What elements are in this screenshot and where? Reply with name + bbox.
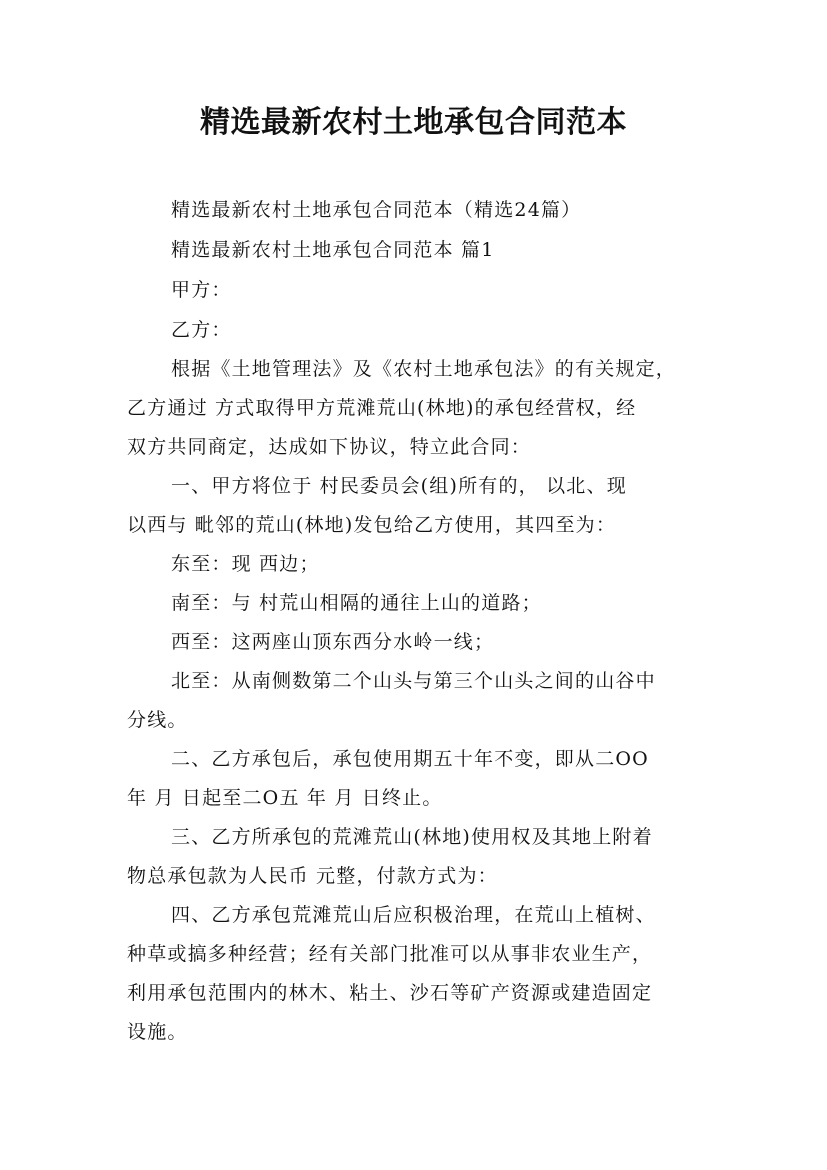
text-line-13: 北至：从南侧数第二个山头与第三个山头之间的山谷中 xyxy=(171,670,656,692)
document-title: 精选最新农村土地承包合同范本 xyxy=(200,105,627,140)
text-line-5: 根据《土地管理法》及《农村土地承包法》的有关规定， xyxy=(171,358,677,380)
text-line-15: 二、乙方承包后，承包使用期五十年不变，即从二OO xyxy=(171,748,649,770)
text-line-9: 以西与 毗邻的荒山(林地)发包给乙方使用，其四至为： xyxy=(127,514,617,536)
text-line-17: 三、乙方所承包的荒滩荒山(林地)使用权及其地上附着 xyxy=(171,826,653,848)
text-line-22: 设施。 xyxy=(127,1021,188,1043)
text-line-21: 利用承包范围内的林木、粘土、沙石等矿产资源或建造固定 xyxy=(127,982,653,1004)
text-line-20: 种草或搞多种经营；经有关部门批准可以从事非农业生产， xyxy=(127,943,653,965)
text-line-11: 南至：与 村荒山相隔的通往上山的道路； xyxy=(171,592,542,614)
text-line-14: 分线。 xyxy=(127,709,188,731)
text-line-3: 甲方： xyxy=(171,279,232,301)
text-line-12: 西至：这两座山顶东西分水岭一线； xyxy=(171,631,495,653)
text-line-2: 精选最新农村土地承包合同范本 篇1 xyxy=(171,239,495,261)
text-line-8: 一、甲方将位于 村民委员会(组)所有的， 以北、现 xyxy=(171,475,627,497)
text-line-18: 物总承包款为人民币 元整，付款方式为： xyxy=(127,865,498,887)
text-line-7: 双方共同商定，达成如下协议，特立此合同： xyxy=(127,436,532,458)
text-line-10: 东至：现 西边； xyxy=(171,553,320,575)
text-line-19: 四、乙方承包荒滩荒山后应积极治理，在荒山上植树、 xyxy=(171,904,656,926)
text-line-1: 精选最新农村土地承包合同范本（精选24篇） xyxy=(171,199,582,221)
text-line-4: 乙方： xyxy=(171,319,232,341)
text-line-16: 年 月 日起至二O五 年 月 日终止。 xyxy=(127,787,443,809)
text-line-6: 乙方通过 方式取得甲方荒滩荒山(林地)的承包经营权，经 xyxy=(127,397,637,419)
